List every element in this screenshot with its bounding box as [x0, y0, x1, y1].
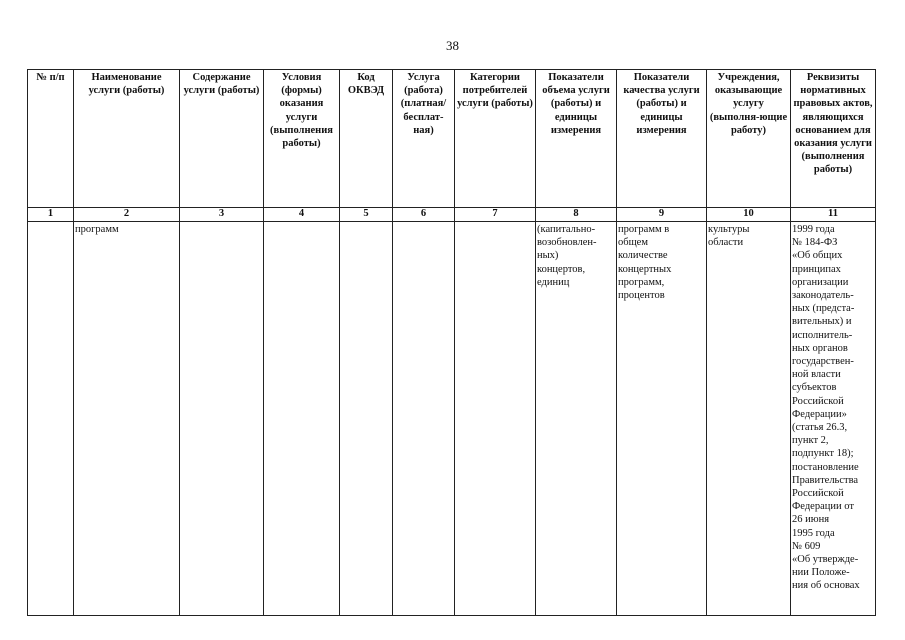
header-cell-4: Условия (формы) оказания услуги (выполнения работы) — [264, 70, 340, 208]
column-number-2: 2 — [74, 208, 180, 222]
column-number-6: 6 — [393, 208, 455, 222]
column-number-7: 7 — [455, 208, 536, 222]
row-cell-4 — [264, 222, 340, 616]
column-number-4: 4 — [264, 208, 340, 222]
row-cell-7 — [455, 222, 536, 616]
row-cell-1 — [28, 222, 74, 616]
header-cell-6: Услуга (работа) (платная/ бесплат-ная) — [393, 70, 455, 208]
row-cell-9: программ в общем количестве концертных программ, процентов — [617, 222, 707, 616]
header-cell-7: Категории потребителей услуги (работы) — [455, 70, 536, 208]
column-number-11: 11 — [791, 208, 876, 222]
header-cell-5: Код ОКВЭД — [340, 70, 393, 208]
column-number-9: 9 — [617, 208, 707, 222]
header-cell-1: № п/п — [28, 70, 74, 208]
row-cell-3 — [180, 222, 264, 616]
column-number-3: 3 — [180, 208, 264, 222]
header-cell-3: Содержание услуги (работы) — [180, 70, 264, 208]
header-cell-9: Показатели качества услуги (работы) и единицы измерения — [617, 70, 707, 208]
row-cell-5 — [340, 222, 393, 616]
services-table — [27, 69, 876, 616]
page-number: 38 — [446, 38, 459, 53]
column-number-10: 10 — [707, 208, 791, 222]
table-row — [28, 222, 876, 616]
column-number-row — [28, 208, 876, 222]
row-cell-6 — [393, 222, 455, 616]
row-cell-10: культуры области — [707, 222, 791, 616]
column-number-5: 5 — [340, 208, 393, 222]
row-cell-2: программ — [74, 222, 180, 616]
row-cell-8: (капитально- возобновлен- ных) концертов, единиц — [536, 222, 617, 616]
header-cell-10: Учреждения, оказывающие услугу (выполня-ющие работу) — [707, 70, 791, 208]
column-number-8: 8 — [536, 208, 617, 222]
header-cell-11: Реквизиты нормативных правовых актов, являющихся основанием для оказания услуги (выполнения работы) — [791, 70, 876, 208]
header-cell-8: Показатели объема услуги (работы) и единицы измерения — [536, 70, 617, 208]
header-cell-2: Наименование услуги (работы) — [74, 70, 180, 208]
column-number-1: 1 — [28, 208, 74, 222]
header-row — [28, 70, 876, 208]
row-cell-11: 1999 года № 184-ФЗ «Об общих принципах организации законодатель- ных (предста- вительных) и исполнитель- ных органов государствен- ной власти субъектов Российской Федерации» (статья 26.3, пункт 2, подпункт 18); постановление Правительства Российской Федерации от 26 июня 1995 года № 609 «Об утвержде- нии Положе- ния об основах — [791, 222, 876, 616]
